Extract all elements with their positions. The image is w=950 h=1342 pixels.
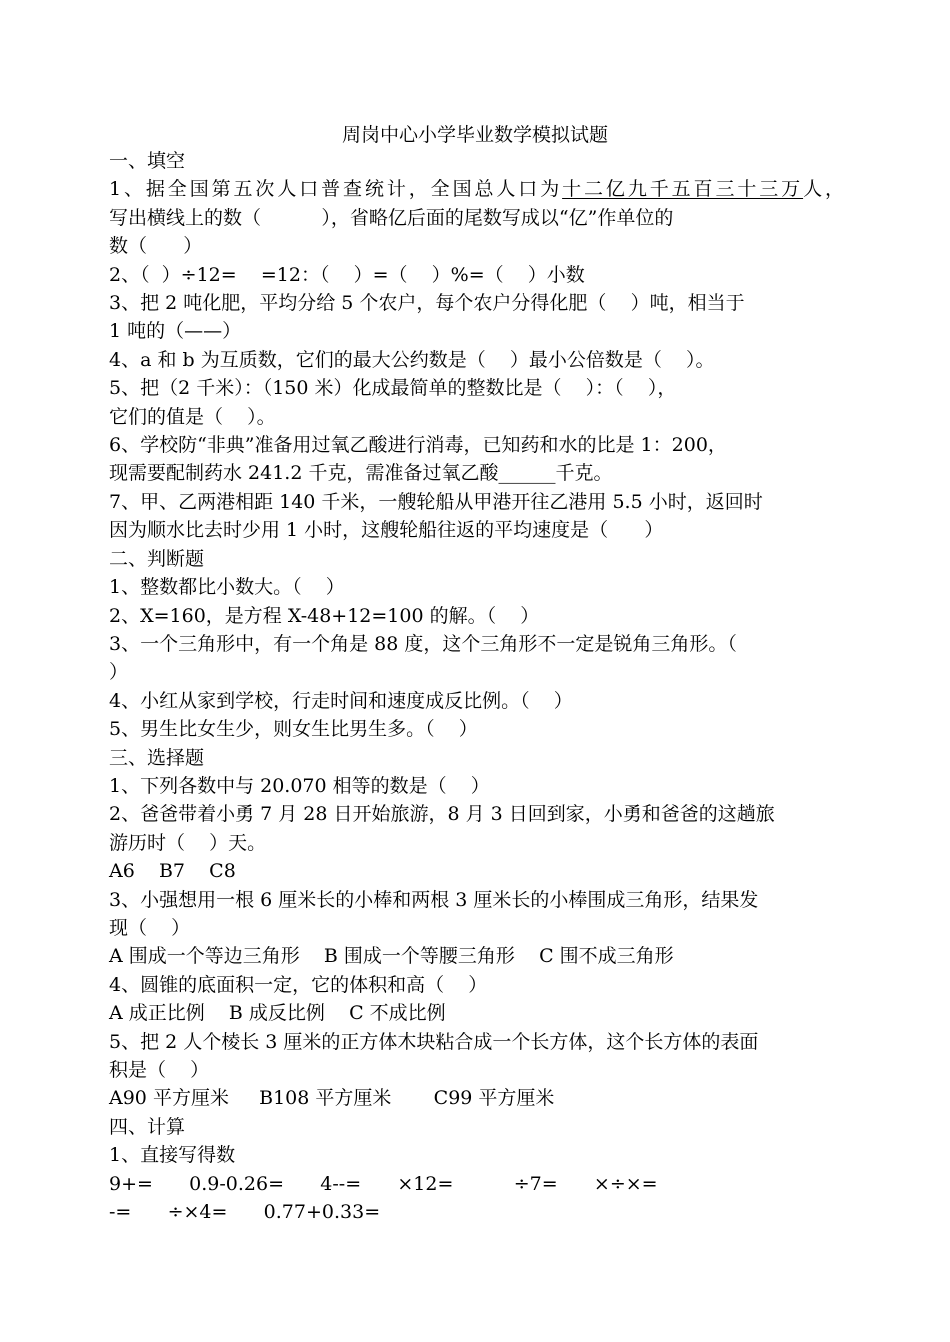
fill-q3-line2: 1 吨的（——） xyxy=(109,320,242,343)
choice-q3-line1: 3、小强想用一根 6 厘米长的小棒和两根 3 厘米长的小棒围成三角形，结果发 xyxy=(109,888,759,911)
fill-q2: 2、（ ）÷12= =12：（ ）=（ ）%=（ ）小数 xyxy=(109,263,585,286)
choice-q4-options: A 成正比例 B 成反比例 C 不成比例 xyxy=(109,1002,446,1025)
judge-q5: 5、男生比女生少，则女生比男生多。（ ） xyxy=(109,718,478,741)
fill-q1-prefix: 1、据全国第五次人口普查统计，全国总人口为 xyxy=(109,178,563,201)
fill-q7-line1: 7、甲、乙两港相距 140 千米，一艘轮船从甲港开往乙港用 5.5 小时，返回时 xyxy=(109,490,763,513)
judge-q1: 1、整数都比小数大。（ ） xyxy=(109,576,345,599)
calc-row2: -= ÷×4= 0.77+0.33= xyxy=(109,1201,381,1224)
fill-q1-line1 xyxy=(109,175,844,203)
choice-q3-options: A 围成一个等边三角形 B 围成一个等腰三角形 C 围不成三角形 xyxy=(109,945,674,968)
choice-q2-line2: 游历时（ ）天。 xyxy=(109,831,267,854)
page-title: 周岗中心小学毕业数学模拟试题 xyxy=(341,124,608,146)
fill-q6-line2: 现需要配制药水 241.2 千克，需准备过氧乙酸______千克。 xyxy=(109,462,613,485)
judge-q4: 4、小红从家到学校，行走时间和速度成反比例。（ ） xyxy=(109,689,573,712)
choice-q2-line1: 2、爸爸带着小勇 7 月 28 日开始旅游，8 月 3 日回到家，小勇和爸爸的这趟旅 xyxy=(109,803,775,826)
section-heading-fill: 一、填空 xyxy=(109,150,186,172)
judge-q2: 2、X=160，是方程 X-48+12=100 的解。（ ） xyxy=(109,604,540,627)
choice-q5-line1: 5、把 2 人个棱长 3 厘米的正方体木块粘合成一个长方体，这个长方体的表面 xyxy=(109,1030,759,1053)
choice-q3-line2: 现（ ） xyxy=(109,916,191,939)
fill-q5-line2: 它们的值是（ ）。 xyxy=(109,405,276,428)
calc-q1: 1、直接写得数 xyxy=(109,1144,236,1167)
judge-q3-line1: 3、一个三角形中，有一个角是 88 度，这个三角形不一定是锐角三角形。（ xyxy=(109,632,737,655)
fill-q6-line1: 6、学校防“非典”准备用过氧乙酸进行消毒，已知药和水的比是 1：200， xyxy=(109,434,727,457)
choice-q5-line2: 积是（ ） xyxy=(109,1059,210,1081)
section-heading-choice: 三、选择题 xyxy=(109,746,205,769)
section-heading-judge: 二、判断题 xyxy=(109,547,205,570)
fill-q7-line2: 因为顺水比去时少用 1 小时，这艘轮船往返的平均速度是（ ） xyxy=(109,519,664,542)
fill-q1-line2: 写出横线上的数（ ），省略亿后面的尾数写成以“亿”作单位的 xyxy=(109,206,674,229)
fill-q1-underlined-number: 十二亿九千五百三十三万 xyxy=(562,178,804,201)
fill-q1-suffix: 人， xyxy=(803,178,844,201)
choice-q2-options: A6 B7 C8 xyxy=(109,860,236,883)
choice-q5-options: A90 平方厘米 B108 平方厘米 C99 平方厘米 xyxy=(109,1087,555,1110)
calc-row1: 9+= 0.9-0.26= 4--= ×12= ÷7= ×÷×= xyxy=(109,1172,658,1195)
choice-q1: 1、下列各数中与 20.070 相等的数是（ ） xyxy=(109,774,490,797)
fill-q4: 4、a 和 b 为互质数，它们的最大公约数是（ ）最小公倍数是（ ）。 xyxy=(109,348,715,371)
judge-q3-line2: ） xyxy=(109,661,129,684)
choice-q4: 4、圆锥的底面积一定，它的体积和高（ ） xyxy=(109,973,488,996)
fill-q1-line3: 数（ ） xyxy=(109,235,203,258)
exam-content xyxy=(109,147,844,1226)
section-heading-calc: 四、计算 xyxy=(109,1115,186,1138)
fill-q3-line1: 3、把 2 吨化肥，平均分给 5 个农户，每个农户分得化肥（ ）吨，相当于 xyxy=(109,292,745,315)
fill-q5-line1: 5、把（2 千米）：（150 米）化成最简单的整数比是（ ）：（ ）， xyxy=(109,377,677,400)
